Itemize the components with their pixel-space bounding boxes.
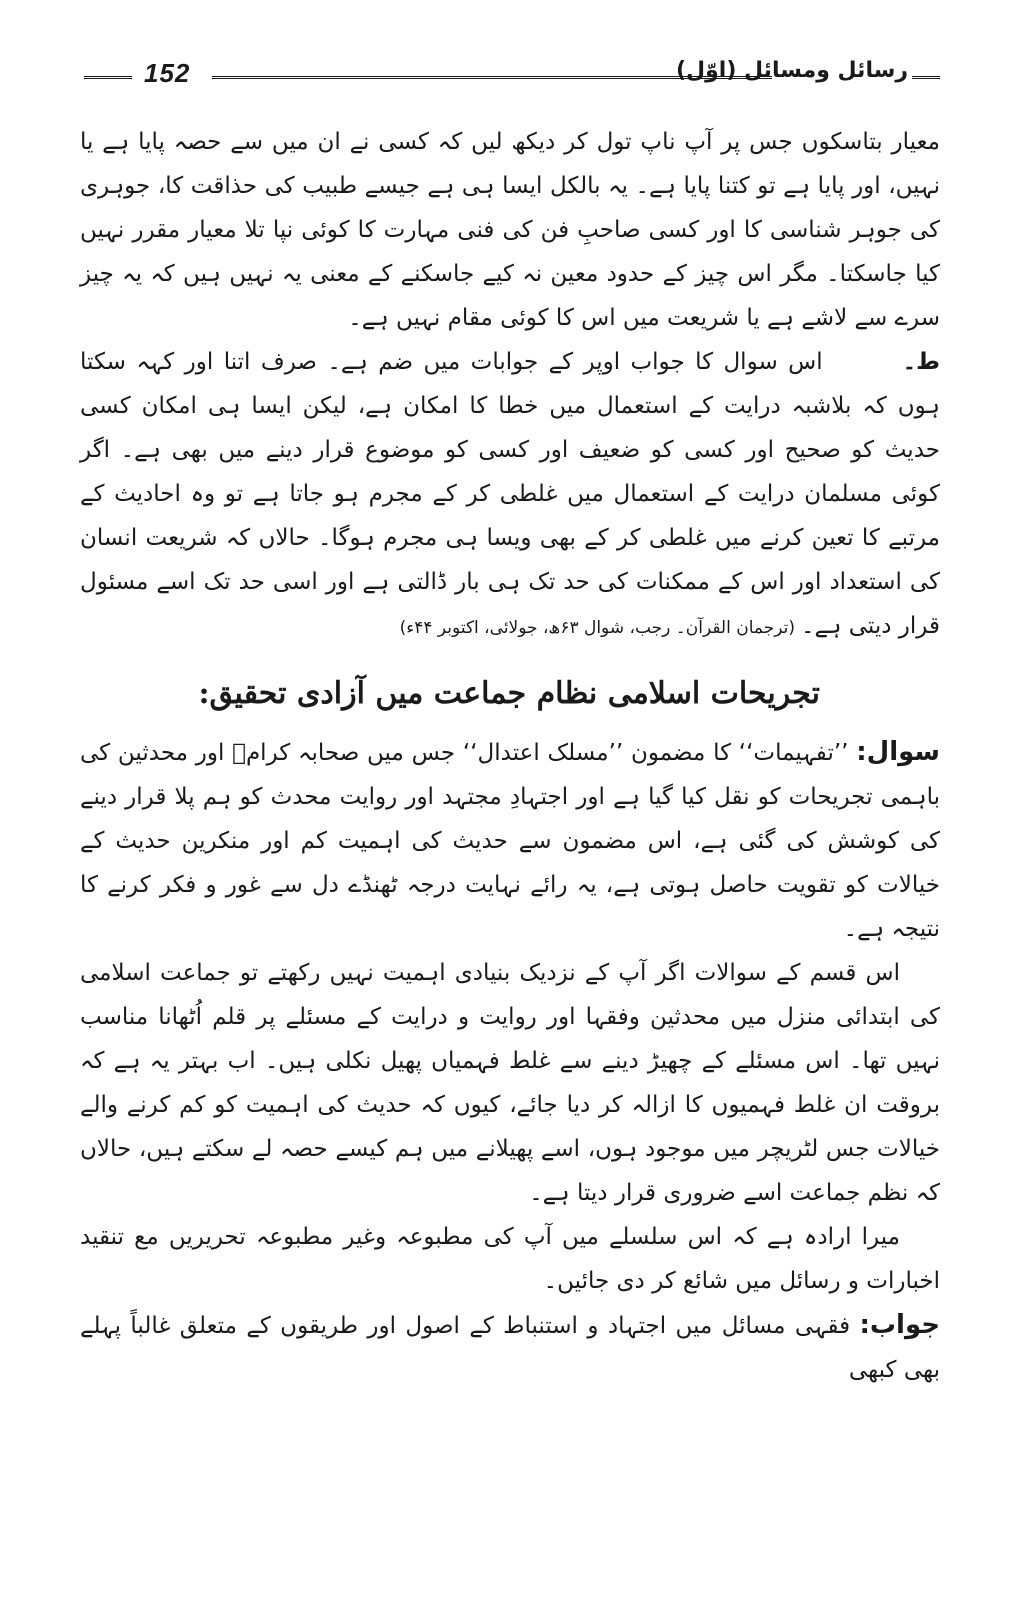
question-paragraph-1 [80,730,940,951]
answer-text: فقہی مسائل میں اجتہاد و استنباط کے اصول اور طریقوں کے متعلق غالباً پہلے بھی کبھی [80,1313,940,1383]
body-paragraph-2 [80,340,940,650]
header-rule-left [84,76,132,82]
page-number: 152 [144,58,191,88]
header-rule-right [912,76,940,82]
body-paragraph-1: معیار بتاسکوں جس پر آپ ناپ تول کر دیکھ لیں کہ کسی نے ان میں سے حصہ پایا ہے یا نہیں، اور پایا ہے تو کتنا پایا ہے۔ یہ بالکل ایسا ہی ہے جیسے طبیب کی حذاقت کا، جوہری کی جوہر شناسی کا اور کسی صاحبِ فن کی فنی مہارت کا کوئی نپا تلا معیار مقرر نہیں کیا جاسکتا۔ مگر اس چیز کے حدود معین نہ کیے جاسکنے کے معنی یہ نہیں ہیں کہ یہ چیز سرے سے لاشے ہے یا شریعت میں اس کا کوئی مقام نہیں ہے۔ [80,129,940,331]
question-label: سوال: [856,737,940,767]
paragraph-marker: ط۔ [902,349,940,375]
citation: (ترجمان القرآن۔ رجب، شوال ۶۳ھ، جولائی، اکتوبر ۴۴ء) [399,618,795,638]
question-paragraph-3: میرا ارادہ ہے کہ اس سلسلے میں آپ کی مطبوعہ وغیر مطبوعہ تحریریں مع تنقید اخبارات و رسائل میں شائع کر دی جائیں۔ [80,1224,940,1294]
page-content [80,120,940,1392]
body-paragraph-2-text: اس سوال کا جواب اوپر کے جوابات میں ضم ہے۔ صرف اتنا اور کہہ سکتا ہوں کہ بلاشبہ درایت کے استعمال میں خطا کا امکان ہے، لیکن ایسا ہی امکان کسی حدیث کو صحیح اور کسی کو ضعیف اور کسی کو موضوع قرار دینے میں بھی ہے۔ اگر کوئی مسلمان درایت کے استعمال میں غلطی کر کے مجرم ہو جاتا ہے تو وہ احادیث کے مرتبے کا تعین کرنے میں غلطی کر کے بھی ویسا ہی مجرم ہوگا۔ حالاں کہ شریعت انسان کی استعداد اور اس کے ممکنات کی حد تک ہی بار ڈالتی ہے اور اسی حد تک اسے مسئول قرار دیتی ہے۔ [80,349,940,639]
page-header [84,56,940,96]
section-heading: تجریحات اسلامی نظام جماعت میں آزادی تحقیق: [198,676,820,711]
running-title: رسائل ومسائل (اوّل) [675,58,908,83]
question-paragraph-2: اس قسم کے سوالات اگر آپ کے نزدیک بنیادی اہمیت نہیں رکھتے تو جماعت اسلامی کی ابتدائی منزل میں محدثین وفقہا اور روایت و درایت کے مسئلے پر قلم اُٹھانا مناسب نہیں تھا۔ اس مسئلے کے چھیڑ دینے سے غلط فہمیاں پھیل نکلی ہیں۔ اب بہتر یہ ہے کہ بروقت ان غلط فہمیوں کا ازالہ کر دیا جائے، کیوں کہ حدیث کی اہمیت کو کم کرنے والے خیالات جس لٹریچر میں موجود ہوں، اسے پھیلانے میں ہم کیسے حصہ لے سکتے ہیں، حالاں کہ نظم جماعت اسے ضروری قرار دیتا ہے۔ [80,960,940,1206]
question-text-1: ’’تفہیمات‘‘ کا مضمون ’’مسلک اعتدال‘‘ جس میں صحابہ کرامؓ اور محدثین کی باہمی تجریحات کو نقل کیا گیا ہے اور اجتہادِ مجتہد اور روایت محدث کو ہم پلا قرار دینے کی کوشش کی گئی ہے، اس مضمون سے حدیث کی اہمیت کم اور منکرین حدیث کے خیالات کو تقویت حاصل ہوتی ہے، یہ رائے نہایت درجہ ٹھنڈے دل سے غور و فکر کرنے کا نتیجہ ہے۔ [80,740,940,942]
answer-label: جواب: [859,1310,940,1340]
answer-paragraph [80,1303,940,1392]
